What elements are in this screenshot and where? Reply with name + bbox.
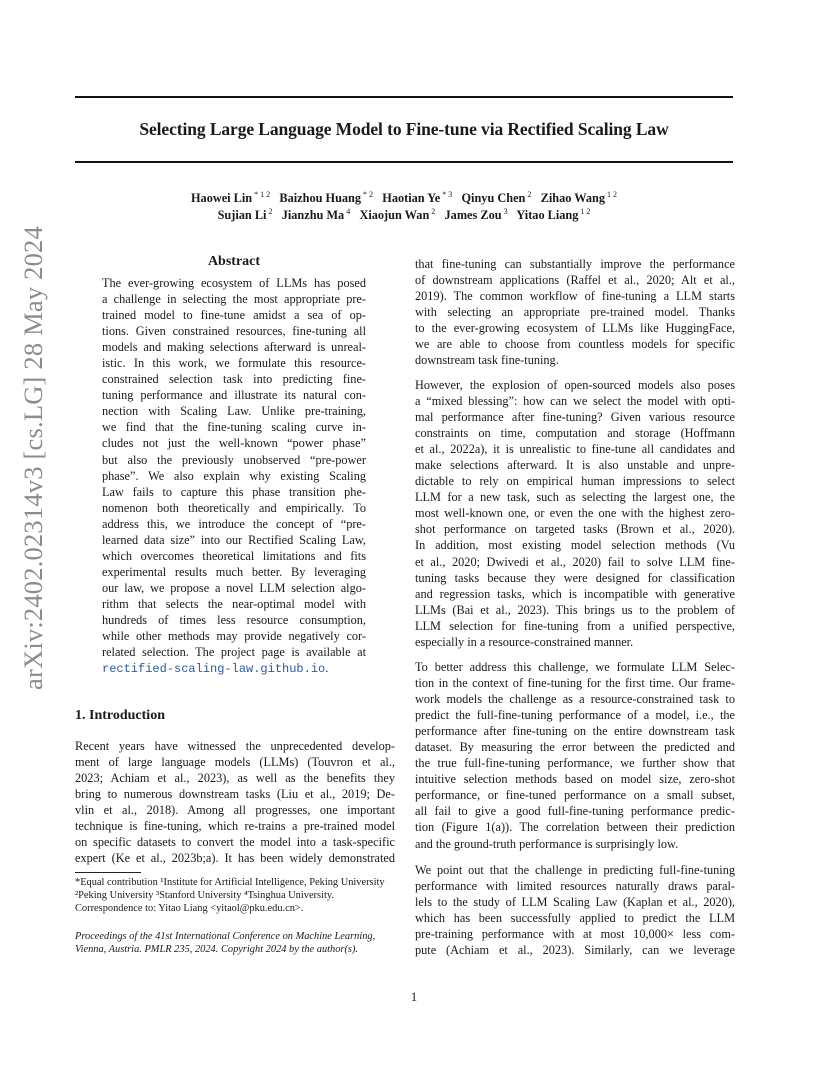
author-name: Sujian Li <box>217 208 267 223</box>
author-name: Haotian Ye <box>382 191 441 206</box>
text-line: especially in a resource-constrained manner. <box>415 634 634 649</box>
author-affiliation: 1 2 <box>578 207 591 216</box>
text-line: our law, we propose a novel LLM selection algo- <box>102 580 366 595</box>
text-line: 2019). The common workflow of fine-tuning a LLM starts <box>415 289 735 304</box>
author-name: James Zou <box>444 208 502 223</box>
text-line: pre-training performance with at most 10,000× less com- <box>415 927 735 942</box>
author-line-1 <box>75 190 733 206</box>
author-affiliation: 2 <box>525 190 532 199</box>
author-affiliation: * 3 <box>440 190 453 199</box>
text-line: To better address this challenge, we formulate LLM Selec- <box>415 660 735 674</box>
project-url-link[interactable]: rectified-scaling-law.github.io <box>102 662 326 677</box>
text-line: lels to the study of LLM Scaling Law (Kaplan et al., 2020), <box>415 895 735 910</box>
author-name: Qinyu Chen <box>461 191 526 206</box>
author-line-2 <box>75 207 733 223</box>
text-line: we are able to choose from countless models for specific <box>415 337 735 352</box>
text-line: address this, we introduce the concept of “pre- <box>102 516 366 531</box>
text-line: make selections afterward. It is also unstable and unpre- <box>415 458 735 473</box>
top-rule <box>75 96 733 98</box>
text-line: most well-known one, or even the one with the highest zero- <box>415 506 735 521</box>
text-line: learned data size” into our Rectified Scaling Law, <box>102 532 366 547</box>
text-line: and regression tasks, which is incompatible with generative <box>415 586 735 601</box>
text-line: on specific datasets to convert the model into a task-specific <box>75 835 395 850</box>
author-affiliation: 4 <box>344 207 351 216</box>
text-line: rithm that selects the near-optimal model with <box>102 596 366 611</box>
text-line: models and making selections afterward is unreal- <box>102 340 366 355</box>
text-line: the true full-fine-tuning performance, we further show that <box>415 756 735 771</box>
author-name: Yitao Liang <box>516 208 579 223</box>
text-line: performance after fine-tuning on the entire downstream task <box>415 724 735 739</box>
text-line: related selection. The project page is available at <box>102 645 366 660</box>
text-line: with selecting an appropriate pre-trained model. Thanks <box>415 305 735 320</box>
author-name: Zihao Wang <box>540 191 605 206</box>
text-line: all fail to give a good full-fine-tuning performance predic- <box>415 804 735 819</box>
right-paragraph-4 <box>415 862 735 958</box>
text-line: experimental results much better. By leveraging <box>102 564 366 579</box>
text-line: performance, or fine-tuned performance on a small subset, <box>415 788 735 803</box>
text-line: tion (Figure 1(a)). The correlation between their prediction <box>415 820 735 835</box>
text-line: constrained selection task into predicting fine- <box>102 372 366 387</box>
text-line: but also the previously unobserved “pre-power <box>102 452 366 467</box>
text-line: In addition, most existing model selection methods (Vu <box>415 538 735 553</box>
text-line: we find that the fine-tuning scaling curve in- <box>102 420 366 435</box>
text-line: et al., 2020; Dwivedi et al., 2020) fail to solve LLM fine- <box>415 554 735 569</box>
text-line: dictable to rely on empirical human impressions to select <box>415 474 735 489</box>
abstract-heading: Abstract <box>207 254 261 269</box>
text-line: shot performance on targeted tasks (Brown et al., 2020). <box>415 522 735 537</box>
paper-title: Selecting Large Language Model to Fine-tune via Rectified Scaling Law <box>139 119 669 139</box>
text-line: that fine-tuning can substantially improve the performance <box>415 257 735 271</box>
text-line: tuning tasks because they were designed for classification <box>415 570 735 585</box>
text-line: ment of large language models (LLMs) (Touvron et al., <box>75 755 395 770</box>
title-bottom-rule <box>75 161 733 163</box>
text-line: which overcomes theoretical limitations and fits <box>102 548 366 563</box>
text-line: tuning performance and illustrate its natural con- <box>102 388 366 403</box>
text-line: expert (Ke et al., 2023b;a). It has been widely demonstrated <box>75 851 395 866</box>
author-name: Jianzhu Ma <box>281 208 345 223</box>
author-affiliation: 2 <box>429 207 436 216</box>
text-line: We point out that the challenge in predicting full-fine-tuning <box>415 863 735 877</box>
text-line: technique is fine-tuning, which re-trains a pre-trained model <box>75 819 395 834</box>
text-line: Recent years have witnessed the unprecedented develop- <box>75 739 395 753</box>
text-line: phase”. We also explain why existing Scaling <box>102 468 366 483</box>
text-line: However, the explosion of open-sourced models also poses <box>415 378 735 392</box>
text-line: predict the full-fine-tuning performance of a model, i.e., the <box>415 708 735 723</box>
text-line: 2023; Achiam et al., 2023), as well as the benefits they <box>75 771 395 786</box>
text-line: pute (Achiam et al., 2023). Similarly, can we leverage <box>415 943 735 958</box>
text-line: istic. In this work, we formulate this resource- <box>102 356 366 371</box>
right-paragraph-1 <box>415 256 735 368</box>
section-heading-introduction: 1. Introduction <box>75 708 165 723</box>
author-affiliation: 1 2 <box>605 190 617 199</box>
text-line: The ever-growing ecosystem of LLMs has posed <box>102 276 366 290</box>
text-line: trained model to fine-tune amidst a sea of op- <box>102 308 366 323</box>
footnote-contribution: *Equal contribution ¹Institute for Artificial Intelligence, Peking University ²Peking University ³Stanford University ⁴Tsinghua University. Correspondence to: Yitao Liang <yitaol@pku.edu.cn>. <box>75 877 385 915</box>
text-line: et al., 2022a), it is unrealistic to fine-tune all candidates and <box>415 442 735 457</box>
right-paragraph-2 <box>415 377 735 650</box>
text-line: tions. Given constrained resources, fine-tuning all <box>102 324 366 339</box>
text-line: a challenge in selecting the most appropriate pre- <box>102 292 366 307</box>
intro-body <box>75 738 395 866</box>
text-line: mal performance after fine-tuning? Given various resource <box>415 410 735 425</box>
text-line: of downstream applications (Raffel et al., 2020; Alt et al., <box>415 273 735 288</box>
author-affiliation: 3 <box>501 207 508 216</box>
text-line: nomenon both theoretically and empirically. To <box>102 500 366 515</box>
footnote-proceedings: Proceedings of the 41st International Conference on Machine Learning, Vienna, Austria. PMLR 235, 2024. Copyright 2024 by the author(s). <box>75 931 376 956</box>
text-line: intuitive selection methods based on model size, zero-shot <box>415 772 735 787</box>
text-line: LLMs (Bai et al., 2023). This brings us to the problem of <box>415 602 735 617</box>
text-line: LLM for a new task, such as selecting the largest one, the <box>415 490 735 505</box>
text-line: work models the challenge as a resource-constrained task to <box>415 692 735 707</box>
text-line: nection with Scaling Law. Unlike pre-training, <box>102 404 366 419</box>
text-line: hundreds of times less resource consumption, <box>102 612 366 627</box>
project-url-line <box>102 660 366 677</box>
text-line: and the ground-truth performance is surprisingly low. <box>415 836 679 851</box>
author-affiliation: 2 <box>266 207 273 216</box>
text-line: LLM selection for fine-tuning from a unified perspective, <box>415 618 735 633</box>
author-affiliation: * 1 2 <box>252 190 271 199</box>
text-line: a “mixed blessing”: how can we select the model with opti- <box>415 394 735 409</box>
url-period: . <box>325 661 329 676</box>
text-line: to the ever-growing ecosystem of LLMs like HuggingFace, <box>415 321 735 336</box>
text-line: bring to numerous downstream tasks (Liu et al., 2019; De- <box>75 787 395 802</box>
text-line: constraints on time, computation and storage (Hoffmann <box>415 426 735 441</box>
text-line: dataset. By measuring the error between the predicted and <box>415 740 735 755</box>
text-line: downstream task fine-tuning. <box>415 353 559 368</box>
arxiv-side-stamp: arXiv:2402.02314v3 [cs.LG] 28 May 2024 <box>18 226 48 690</box>
abstract-body <box>102 275 366 677</box>
text-line: cludes not just the well-known “power phase” <box>102 436 366 451</box>
text-line: tion in the context of fine-tuning for the first time. Our frame- <box>415 676 735 691</box>
page-number: 1 <box>410 990 418 1004</box>
author-affiliation: * 2 <box>361 190 374 199</box>
footnote-rule <box>75 872 141 873</box>
text-line: while other methods may provide negatively cor- <box>102 629 366 644</box>
text-line: vlin et al., 2018). Among all progresses, one important <box>75 803 395 818</box>
author-name: Xiaojun Wan <box>359 208 430 223</box>
right-paragraph-3 <box>415 659 735 852</box>
author-name: Baizhou Huang <box>279 191 362 206</box>
author-name: Haowei Lin <box>190 191 253 206</box>
text-line: Law fails to capture this phase transition phe- <box>102 484 366 499</box>
text-line: performance with limited resources naturally draws paral- <box>415 879 735 894</box>
text-line: which has been successfully applied to predict the LLM <box>415 911 735 926</box>
